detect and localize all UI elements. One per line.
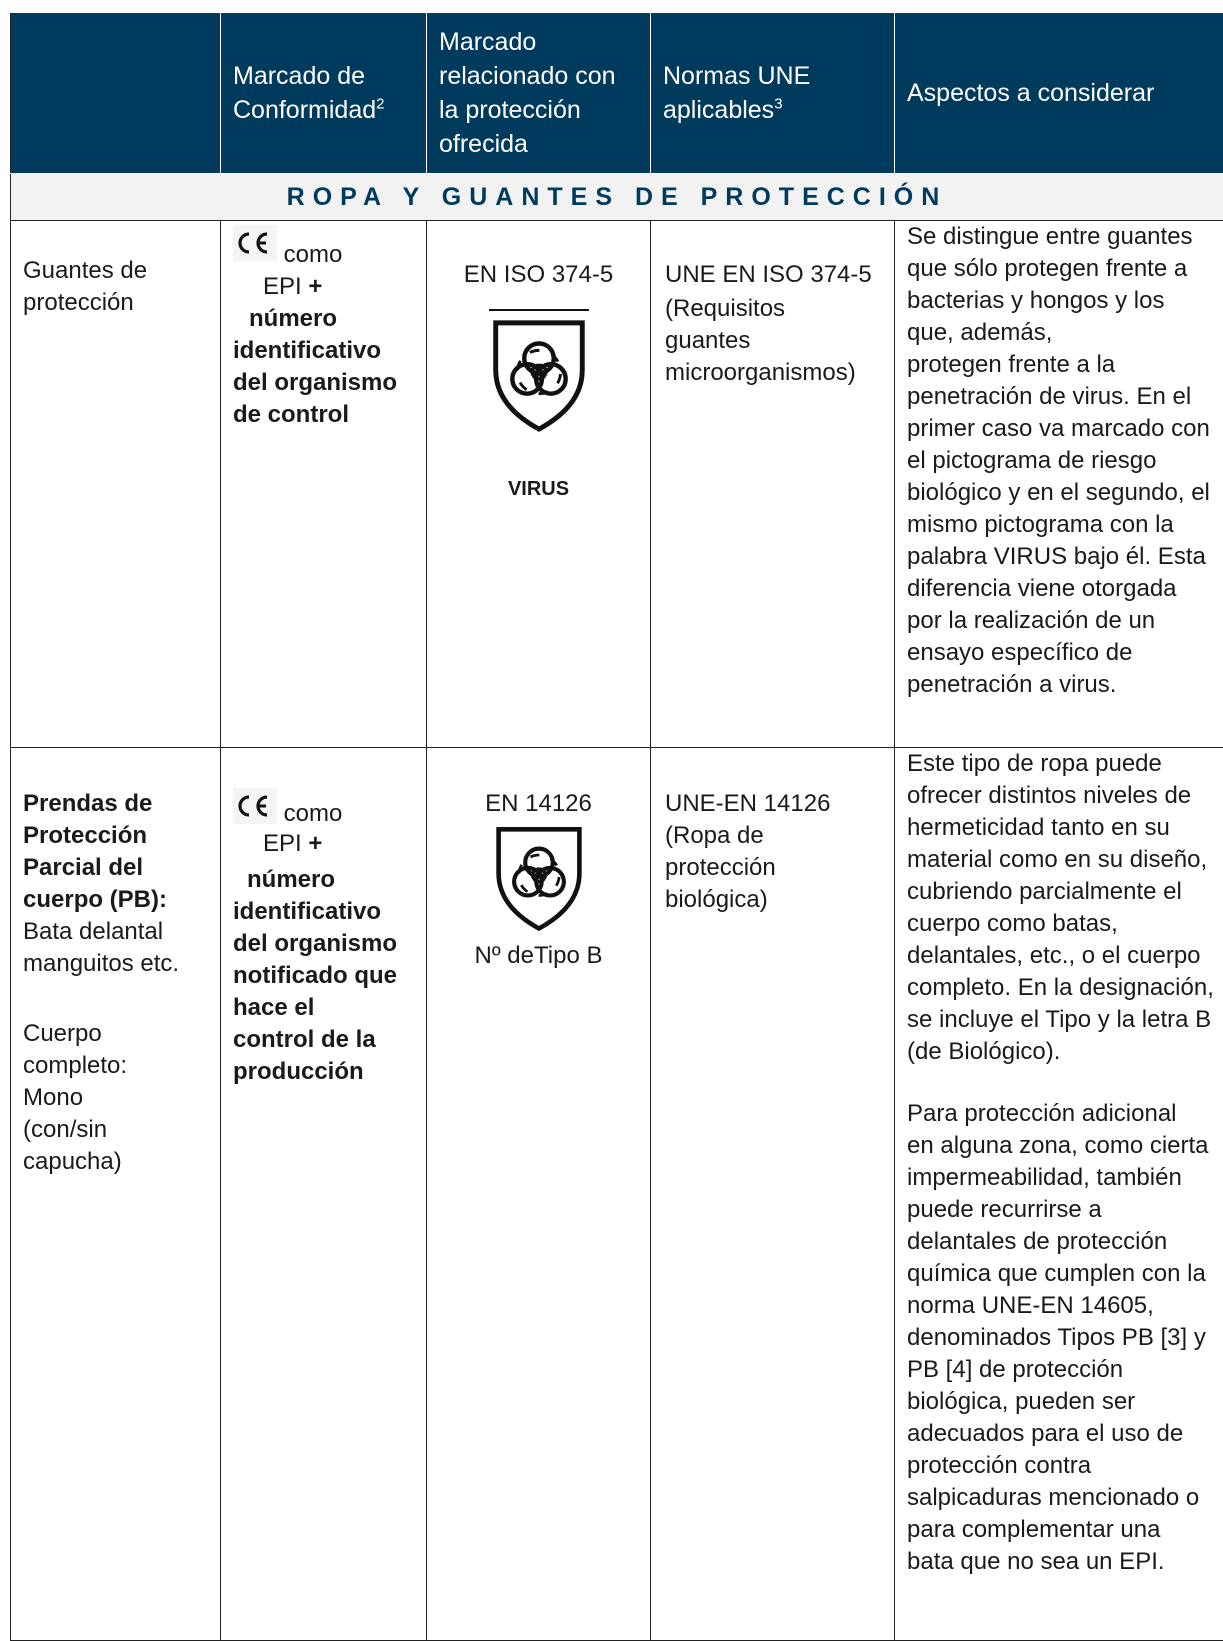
row-standards: UNE EN ISO 374-5 (Requisitos guantes microorganismos) xyxy=(651,221,895,748)
row-marking: EN 14126 Nº deTipo B xyxy=(427,748,651,1641)
biohazard-shield-icon xyxy=(489,315,589,435)
row-notes: Este tipo de ropa puede ofrecer distintos niveles de hermeticidad tanto en su material como en su diseño, cubriendo parcialmente el cuerpo como batas, delantales, etc., o el cuerpo completo. En la designación, se incluye el Tipo y la letra B (de Biológico). Para protección adicional en alguna zona, como cierta impermeabilidad, también puede recurrirse a delantales de protección química que cumplen con la norma UNE-EN 14605, denominados Tipos PB [3] y PB [4] de protección biológica, pueden ser adecuados para el uso de protección contra salpicaduras mencionado o para complementar una bata que no sea un EPI. xyxy=(895,748,1223,1641)
ppe-table xyxy=(10,12,1223,1641)
table-row-gloves xyxy=(11,221,1223,748)
table-row-garments xyxy=(11,748,1223,1641)
row-name: Prendas de Protección Parcial del cuerpo (PB): Bata delantal manguitos etc. Cuerpo completo: Mono (con/sin capucha) xyxy=(11,748,221,1641)
header-empty xyxy=(11,13,221,174)
row-marking: EN ISO 374-5 VIRUS xyxy=(427,221,651,748)
row-standards: UNE-EN 14126 (Ropa de protección biológica) xyxy=(651,748,895,1641)
header-standards: Normas UNE aplicables$^3$ xyxy=(651,13,895,174)
row-notes: Se distingue entre guantes que sólo protegen frente a bacterias y hongos y los que, además, protegen frente a la penetración de virus. En el primer caso va marcado con el pictograma de riesgo biológico y en el segundo, el mismo pictograma con la palabra VIRUS bajo él. Esta diferencia viene otorgada por la realización de un ensayo específico de penetración a virus. xyxy=(895,221,1223,748)
section-row xyxy=(11,174,1223,221)
header-marking: Marcado relacionado con la protección ofrecida xyxy=(427,13,651,174)
ce-mark-icon xyxy=(233,225,277,261)
header-row xyxy=(11,13,1223,174)
section-title: ROPA Y GUANTES DE PROTECCIÓN xyxy=(11,174,1223,221)
ce-mark-icon xyxy=(233,788,277,824)
ppe-table-sheet xyxy=(10,12,1223,1575)
row-name: Guantes de protección xyxy=(11,221,221,748)
row-conformity: como EPI + número identificativo del organismo notificado que hace el control de la producción xyxy=(221,748,427,1641)
header-conformity: Marcado de Conformidad$^2$ xyxy=(221,13,427,174)
biohazard-shield-icon xyxy=(491,822,587,934)
row-conformity: como EPI + número identificativo del organismo de control xyxy=(221,221,427,748)
header-notes: Aspectos a considerar xyxy=(895,13,1223,174)
